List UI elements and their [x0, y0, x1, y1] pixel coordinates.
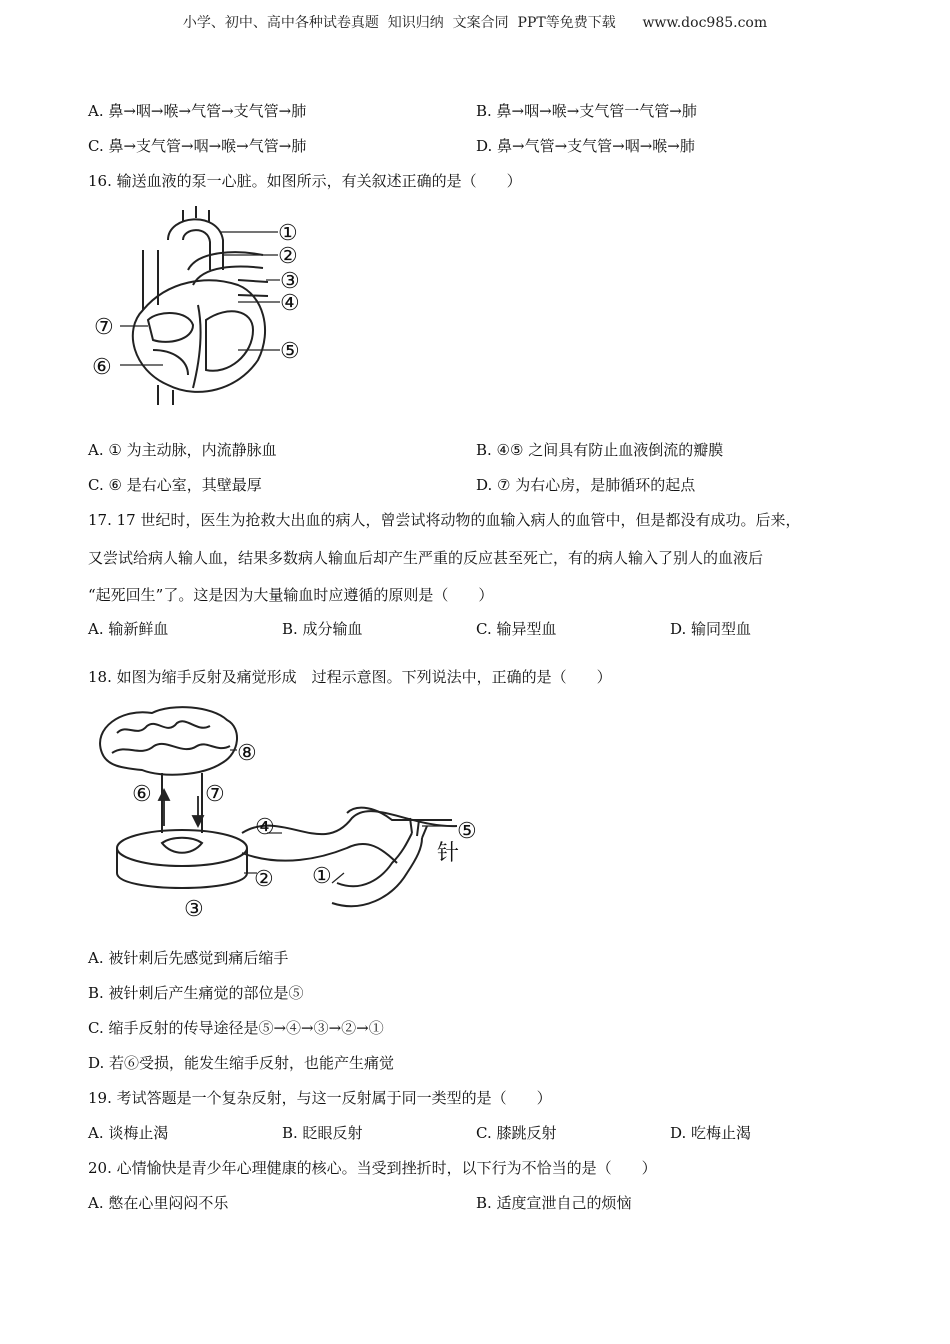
q20-option-b: B. 适度宣泄自己的烦恼: [476, 1194, 632, 1212]
heart-label-5: ⑤: [280, 339, 300, 364]
heart-label-1: ①: [278, 221, 298, 246]
reflex-label-4: ④: [255, 815, 275, 840]
q18-option-b: B. 被针刺后产生痛觉的部位是⑤: [88, 984, 304, 1002]
heart-label-3: ③: [280, 269, 300, 294]
heart-label-2: ②: [278, 244, 298, 269]
q20-stem: 20. 心情愉快是青少年心理健康的核心。当受到挫折时，以下行为不恰当的是（ ）: [88, 1159, 657, 1177]
q19-option-c: C. 膝跳反射: [476, 1124, 557, 1142]
q16-option-c: C. ⑥ 是右心室，其壁最厚: [88, 476, 262, 494]
q19-stem: 19. 考试答题是一个复杂反射，与这一反射属于同一类型的是（ ）: [88, 1089, 552, 1107]
q17-stem-line-3: “起死回生”了。这是因为大量输血时应遵循的原则是（ ）: [88, 586, 494, 604]
q17-stem-line-1: 17. 17 世纪时，医生为抢救大出血的病人，曾尝试将动物的血输入病人的血管中，但是都没有成功。后来，: [88, 511, 801, 529]
q17-option-a: A. 输新鲜血: [88, 620, 169, 638]
reflex-label-7: ⑦: [205, 782, 225, 807]
q17-option-d: D. 输同型血: [670, 620, 752, 638]
page-header: 小学、初中、高中各种试卷真题 知识归纳 文案合同 PPT等免费下载 www.doc985.com: [182, 15, 768, 31]
q18-option-d: D. 若⑥受损，能发生缩手反射，也能产生痛觉: [88, 1054, 395, 1072]
q19-option-d: D. 吃梅止渴: [670, 1124, 752, 1142]
q18-option-a: A. 被针刺后先感觉到痛后缩手: [88, 949, 289, 967]
q20-option-a: A. 憋在心里闷闷不乐: [88, 1194, 229, 1212]
q16-option-b: B. ④⑤ 之间具有防止血液倒流的瓣膜: [476, 441, 724, 459]
reflex-label-3: ③: [184, 897, 204, 922]
q16-stem: 16. 输送血液的泵一心脏。如图所示，有关叙述正确的是（ ）: [88, 172, 522, 190]
q18-option-c: C. 缩手反射的传导途径是⑤→④→③→②→①: [88, 1019, 384, 1037]
q15-option-c: C. 鼻→支气管→咽→喉→气管→肺: [88, 137, 307, 155]
q17-option-b: B. 成分输血: [282, 620, 363, 638]
q19-option-b: B. 眨眼反射: [282, 1124, 363, 1142]
heart-label-6: ⑥: [92, 355, 112, 380]
q17-stem-line-2: 又尝试给病人输人血，结果多数病人输血后却产生严重的反应甚至死亡，有的病人输入了别人的血液后: [88, 549, 764, 567]
reflex-label-8: ⑧: [237, 741, 257, 766]
heart-label-4: ④: [280, 291, 300, 316]
reflex-label-needle: 针: [437, 841, 460, 866]
reflex-label-2: ②: [254, 867, 274, 892]
reflex-label-1: ①: [312, 864, 332, 889]
q16-option-a: A. ① 为主动脉，内流静脉血: [88, 441, 277, 459]
q16-option-d: D. ⑦ 为右心房，是肺循环的起点: [476, 476, 696, 494]
reflex-label-5: ⑤: [457, 819, 477, 844]
heart-label-7: ⑦: [94, 315, 114, 340]
q15-option-b: B. 鼻→咽→喉→支气管一气管→肺: [476, 102, 697, 120]
reflex-arc-diagram: [92, 708, 492, 923]
q15-option-a: A. 鼻→咽→喉→气管→支气管→肺: [88, 102, 307, 120]
q17-option-c: C. 输异型血: [476, 620, 557, 638]
q19-option-a: A. 谈梅止渴: [88, 1124, 169, 1142]
heart-diagram: [88, 210, 328, 410]
reflex-label-6: ⑥: [132, 782, 152, 807]
q15-option-d: D. 鼻→气管→支气管→咽→喉→肺: [476, 137, 695, 155]
q18-stem: 18. 如图为缩手反射及痛觉形成 过程示意图。下列说法中，正确的是（ ）: [88, 668, 612, 686]
